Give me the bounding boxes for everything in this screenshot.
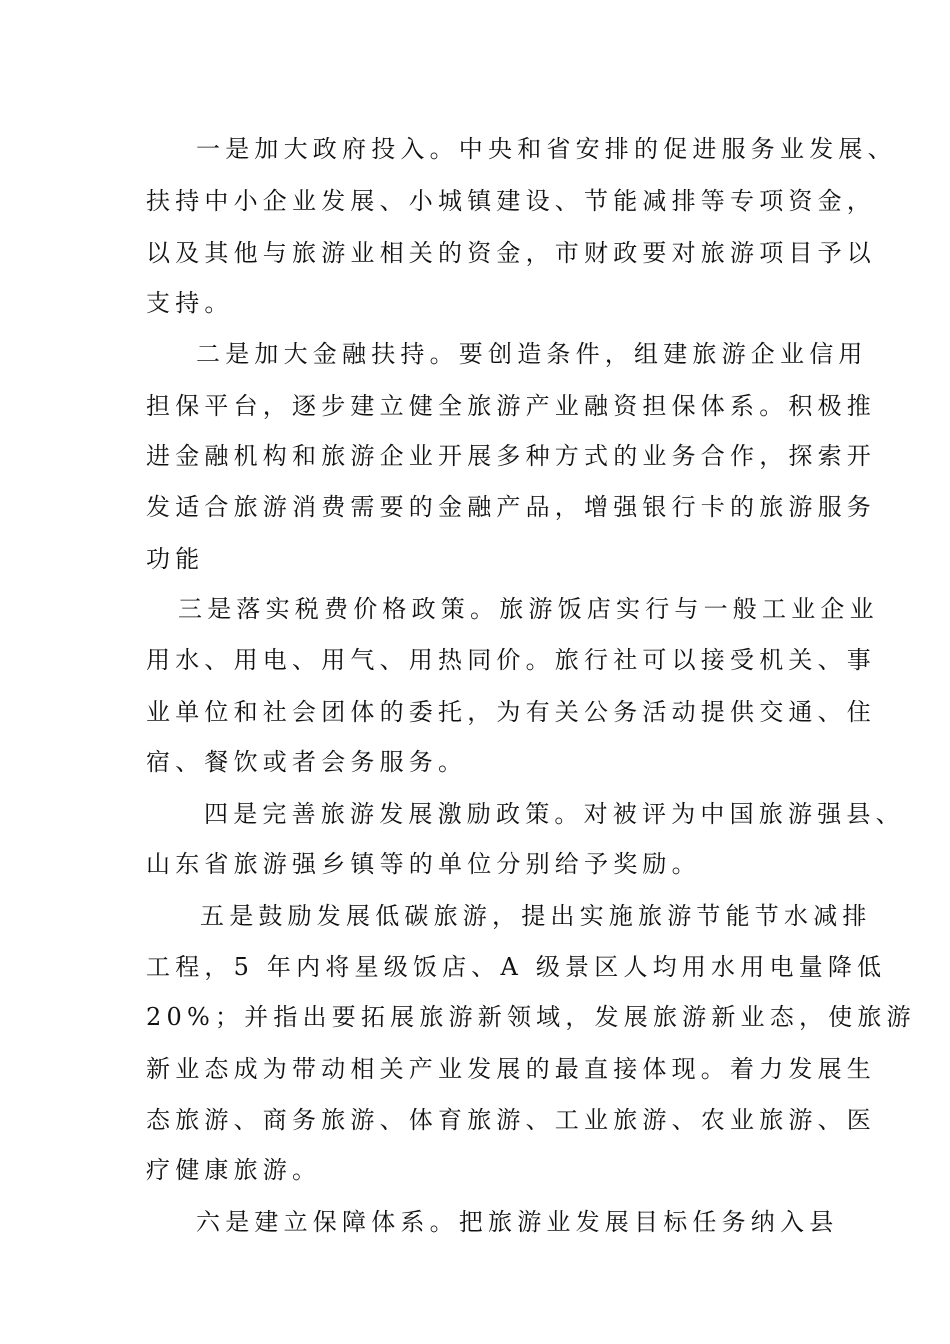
paragraph-2-line-5: 功能 [146, 545, 205, 573]
paragraph-6-line-1: 六是建立保障体系。把旅游业发展目标任务纳入县 [196, 1208, 839, 1236]
paragraph-2-line-3: 进金融机构和旅游企业开展多种方式的业务合作，探索开 [146, 442, 876, 470]
paragraph-2-line-2: 担保平台，逐步建立健全旅游产业融资担保体系。积极推 [146, 392, 876, 420]
paragraph-5-line-1: 五是鼓励发展低碳旅游，提出实施旅游节能节水减排 [200, 902, 872, 930]
paragraph-1-line-4: 支持。 [146, 289, 234, 317]
paragraph-4-line-2: 山东省旅游强乡镇等的单位分别给予奖励。 [146, 850, 701, 878]
paragraph-3-line-1: 三是落实税费价格政策。旅游饭店实行与一般工业企业 [178, 595, 879, 623]
paragraph-5-line-4: 新业态成为带动相关产业发展的最直接体现。着力发展生 [146, 1055, 876, 1083]
paragraph-5-line-3: 20%；并指出要拓展旅游新领域，发展旅游新业态，使旅游 [146, 1003, 916, 1031]
paragraph-1-line-3: 以及其他与旅游业相关的资金，市财政要对旅游项目予以 [146, 239, 876, 267]
paragraph-5-line-5: 态旅游、商务旅游、体育旅游、工业旅游、农业旅游、医 [146, 1106, 876, 1134]
paragraph-1-line-1: 一是加大政府投入。中央和省安排的促进服务业发展、 [196, 135, 897, 163]
paragraph-3-line-4: 宿、餐饮或者会务服务。 [146, 748, 468, 776]
paragraph-1-line-2: 扶持中小企业发展、小城镇建设、节能减排等专项资金， [146, 187, 876, 215]
paragraph-2-line-1: 二是加大金融扶持。要创造条件，组建旅游企业信用 [196, 340, 868, 368]
paragraph-5-line-2: 工程，5 年内将星级饭店、A 级景区人均用水用电量降低 [146, 953, 887, 981]
paragraph-4-line-1: 四是完善旅游发展激励政策。对被评为中国旅游强县、 [204, 800, 905, 828]
paragraph-2-line-4: 发适合旅游消费需要的金融产品，增强银行卡的旅游服务 [146, 493, 876, 521]
paragraph-3-line-2: 用水、用电、用气、用热同价。旅行社可以接受机关、事 [146, 646, 876, 674]
paragraph-3-line-3: 业单位和社会团体的委托，为有关公务活动提供交通、住 [146, 698, 876, 726]
paragraph-5-line-6: 疗健康旅游。 [146, 1156, 322, 1184]
